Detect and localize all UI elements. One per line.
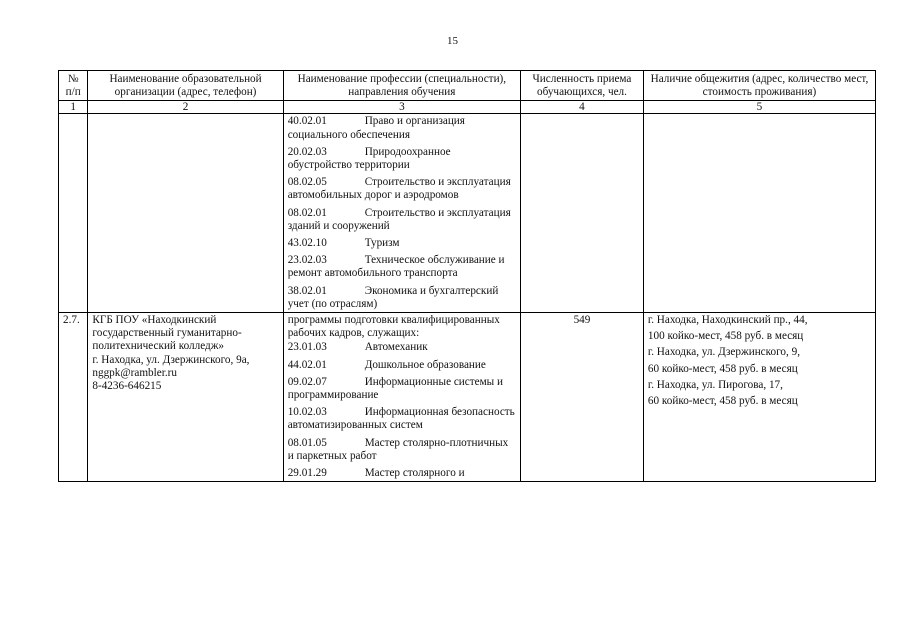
dormitory-line: г. Находка, Находкинский пр., 44, <box>647 314 808 327</box>
program-code: 09.02.07 <box>287 375 327 388</box>
program-code: 23.02.03 <box>287 254 327 267</box>
program-item <box>288 341 516 354</box>
program-name: Автомеханик <box>364 341 428 354</box>
column-number: 1 <box>59 101 88 114</box>
cell-number <box>59 114 88 313</box>
program-name: Дошкольное образование <box>364 358 486 371</box>
program-name: Строительство и эксплуатация автомобильных дорог и аэродромов <box>287 176 511 202</box>
program-name: Информационные системы и программирование <box>287 375 503 402</box>
program-name: Информационная безопасность автоматизированных систем <box>287 406 515 432</box>
program-name: Мастер столярного и <box>364 467 465 480</box>
program-name: Строительство и эксплуатация зданий и сооружений <box>287 206 511 232</box>
program-item <box>288 437 516 463</box>
program-item <box>288 176 516 202</box>
cell-programs <box>283 114 520 313</box>
header-admission: Численность приема обучающихся, чел. <box>521 71 644 101</box>
header-profession: Наименование профессии (специальности), направления обучения <box>283 71 520 101</box>
program-code: 08.02.05 <box>287 176 327 189</box>
program-code: 20.02.03 <box>287 145 327 158</box>
header-dormitory: Наличие общежития (адрес, количество мест, стоимость проживания) <box>643 71 875 101</box>
program-item <box>288 207 516 233</box>
program-code: 23.01.03 <box>287 341 327 354</box>
cell-programs <box>283 313 520 482</box>
program-item <box>288 237 516 250</box>
program-item <box>288 146 516 172</box>
program-code: 38.02.01 <box>287 284 327 297</box>
table-row-continuation <box>59 114 876 313</box>
program-name: Мастер столярно-плотничных и паркетных работ <box>287 436 509 462</box>
cell-organization <box>88 114 283 313</box>
program-code: 10.02.03 <box>287 406 327 419</box>
dormitory-line: 60 койко-мест, 458 руб. в месяц <box>647 362 798 375</box>
program-item <box>288 115 516 141</box>
organization-address: г. Находка, ул. Дзержинского, 9а, <box>92 353 250 366</box>
cell-admission: 549 <box>521 313 644 482</box>
column-number: 4 <box>521 101 644 114</box>
dormitory-line: г. Находка, ул. Пирогова, 17, <box>647 378 783 391</box>
program-name: Экономика и бухгалтерский учет (по отраслям) <box>287 284 499 310</box>
dormitory-line: 60 койко-мест, 458 руб. в месяц <box>647 395 798 408</box>
program-name: Природоохранное обустройство территории <box>287 145 451 172</box>
header-organization: Наименование образовательной организации (адрес, телефон) <box>88 71 283 101</box>
program-item <box>288 359 516 372</box>
dormitory-line: г. Находка, ул. Дзержинского, 9, <box>647 346 800 359</box>
column-number: 2 <box>88 101 283 114</box>
cell-organization <box>88 313 283 482</box>
program-item <box>288 467 516 480</box>
program-item <box>288 285 516 311</box>
program-code: 08.01.05 <box>287 436 327 449</box>
program-item <box>288 254 516 280</box>
column-number: 5 <box>643 101 875 114</box>
program-code: 29.01.29 <box>287 467 327 480</box>
organization-name: КГБ ПОУ «Находкинский государственный гуманитарно-политехнический колледж» <box>92 314 242 353</box>
header-row <box>59 71 876 101</box>
dormitory-line: 100 койко-мест, 458 руб. в месяц <box>647 330 804 343</box>
cell-admission <box>521 114 644 313</box>
column-number-row <box>59 101 876 114</box>
table-row-2-7 <box>59 313 876 482</box>
institutions-table <box>58 70 876 482</box>
program-code: 40.02.01 <box>287 115 327 128</box>
programs-intro: программы подготовки квалифицированных рабочих кадров, служащих: <box>287 314 500 340</box>
cell-dormitory <box>643 114 875 313</box>
program-name: Техническое обслуживание и ремонт автомобильного транспорта <box>287 254 505 280</box>
organization-phone: 8-4236-646215 <box>92 380 162 393</box>
program-item <box>288 376 516 402</box>
program-name: Туризм <box>364 237 400 250</box>
column-number: 3 <box>283 101 520 114</box>
organization-email: nggpk@rambler.ru <box>92 366 177 379</box>
program-item <box>288 406 516 432</box>
page-number: 15 <box>447 35 458 47</box>
program-code: 44.02.01 <box>287 358 327 371</box>
header-number: № п/п <box>59 71 88 101</box>
program-code: 08.02.01 <box>287 206 327 219</box>
program-name: Право и организация социального обеспечения <box>287 115 465 141</box>
cell-number: 2.7. <box>59 313 88 482</box>
program-code: 43.02.10 <box>287 237 327 250</box>
cell-dormitory <box>643 313 875 482</box>
